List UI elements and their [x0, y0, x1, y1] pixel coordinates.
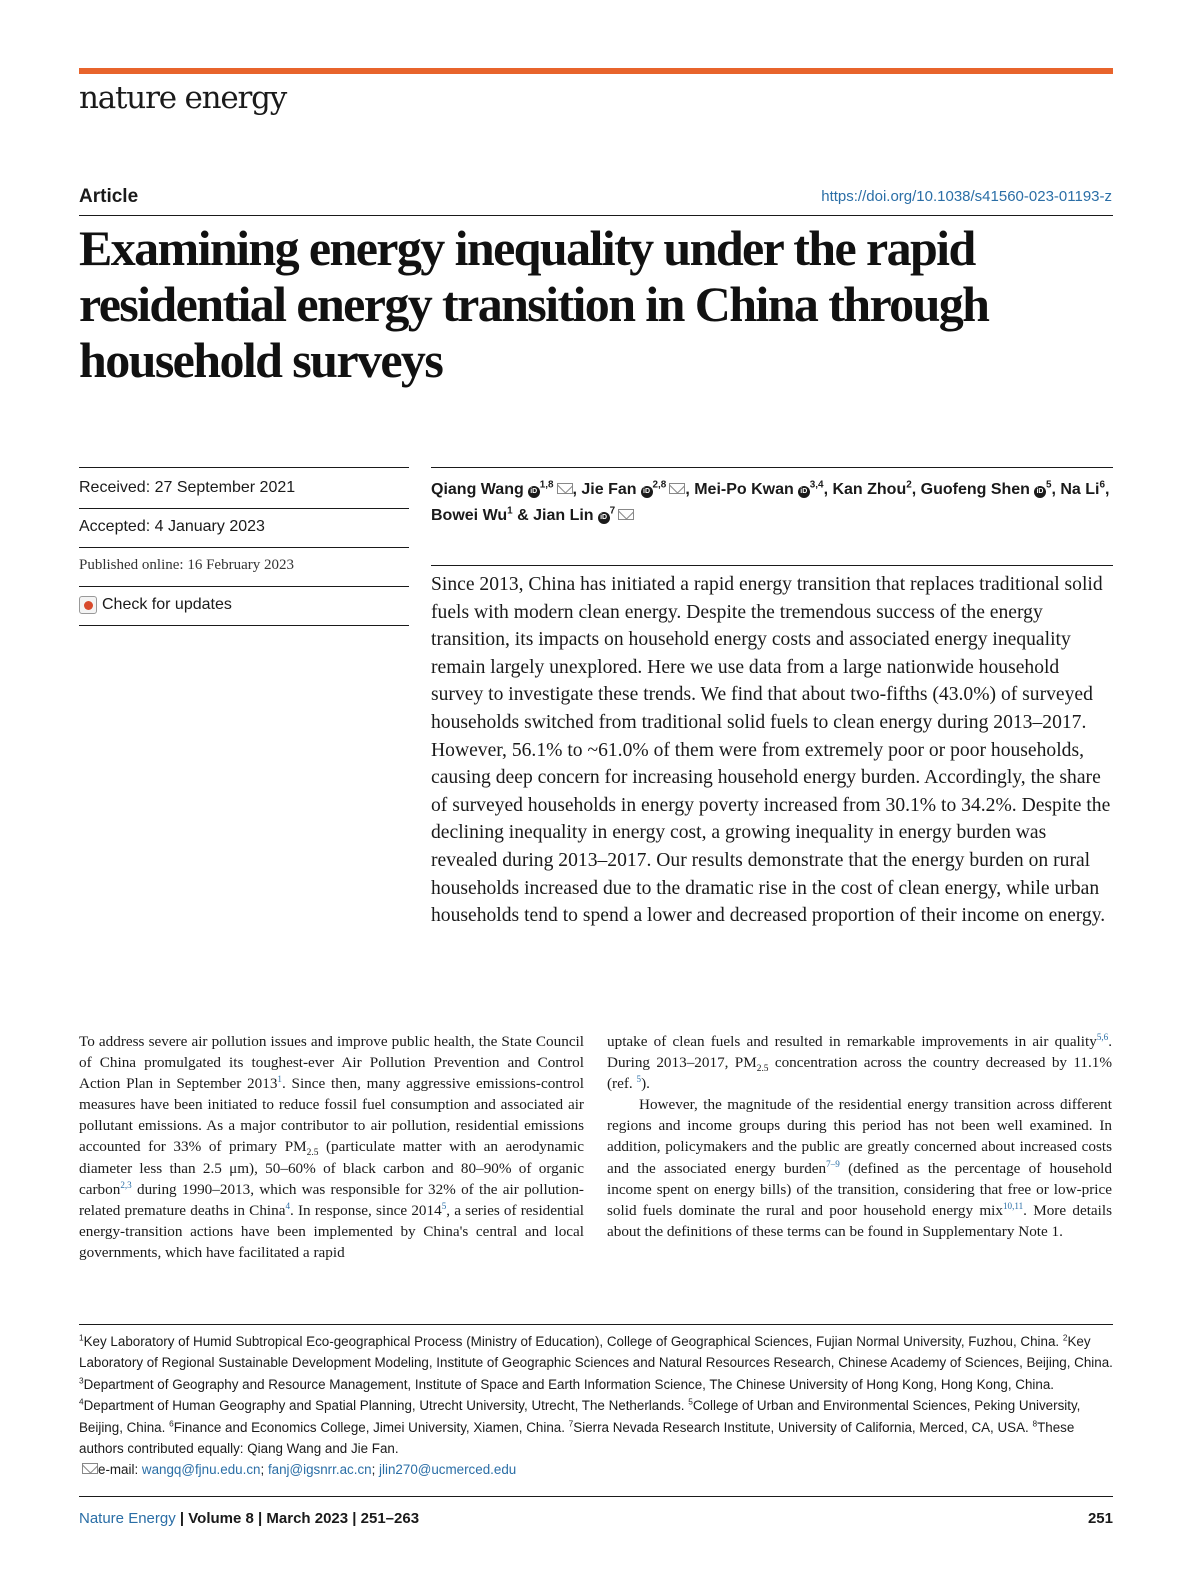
affiliation-number: 1 [79, 1332, 84, 1343]
reference-link: 5 [441, 1200, 447, 1211]
reference-link: 10,11 [1002, 1200, 1024, 1211]
header-divider [79, 215, 1113, 216]
orcid-icon: iD [798, 486, 810, 498]
meta-divider [79, 586, 409, 587]
check-for-updates-button[interactable] [79, 596, 232, 614]
affiliation-number: 5 [688, 1396, 693, 1407]
author-name: Bowei Wu [431, 507, 508, 524]
orcid-icon: iD [528, 486, 540, 498]
email-address[interactable]: jlin270@ucmerced.edu [379, 1462, 517, 1478]
footer-date: March 2023 [266, 1510, 349, 1527]
footer-pages: 251–263 [360, 1510, 420, 1527]
email-icon[interactable] [618, 509, 634, 520]
footer-volume: Volume 8 [188, 1510, 254, 1527]
body-column-right [607, 1031, 1112, 1242]
affiliations: $^1$Key Laboratory of Humid Subtropical Eco-geographical Process (Ministry of Education), College of Geographical Sciences, Fujian Normal University, Fuzhou, China. $^2$Key Laboratory of Regional Sustainable Development Modeling, Institute of Geographic Sciences and Natural Resources Research, Chinese Academy of Sciences, Beijing, China. $^3$Department of Geography and Resource Management, Institute of Space and Earth Information Science, The Chinese University of Hong Kong, Hong Kong, China. $^4$Department of Human Geography and Spatial Planning, Utrecht University, Utrecht, The Netherlands. $^5$College of Urban and Environmental Sciences, Peking University, Beijing, China. $^6$Finance and Economics College, Jimei University, Xiamen, China. $^7$Sierra Nevada Research Institute, University of California, Merced, CA, USA. $^8$These authors contributed equally: Qiang Wang and Jie Fan. e-mail: wangq@fjnu.edu.cn; fanj@igsnrr.ac.cn; jlin270@ucmerced.edu [79, 1332, 1113, 1478]
footer-journal: Nature Energy [79, 1510, 176, 1527]
body-paragraph: To address severe air pollution issues and improve public health, the State Council of China promulgated its toughest-ever Air Pollution Prevention and Control Action Plan in September 2013$^1$. Since then, many aggressive emissions-control measures have been initiated to reduce fossil fuel consumption and associated air pollutant emissions. As a major contributor to air pollution, residential emissions accounted for 33% of primary $PM_{2.5}$ (particulate matter with an aerodynamic diameter less than 2.5 μm), 50–60% of black carbon and 80–90% of organic carbon$^{2,3}$ during 1990–2013, which was responsible for 32% of the air pollution-related premature deaths in China$^4$. In response, since 2014$^5$, a series of residential energy-transition actions have been implemented by China's central and local governments, which have facilitated a rapid [79, 1033, 584, 1261]
subscript: 2.5 [756, 1064, 769, 1075]
author-name: Mei-Po Kwan [694, 481, 794, 498]
email-icon [82, 1463, 98, 1474]
footer-divider [79, 1496, 1113, 1497]
check-updates-icon [79, 596, 97, 614]
page-number: 251 [1087, 1510, 1113, 1527]
footer-citation: Nature Energy | Volume 8 | March 2023 | 251–263 [79, 1510, 420, 1527]
affiliation-number: 2 [1062, 1332, 1068, 1343]
email-icon[interactable] [557, 483, 573, 494]
author-list: Qiang Wang iD$^{1,8}$ , Jie Fan iD$^{2,8}$ , Mei-Po Kwan iD$^{3,4}$, Kan Zhou$^2$, Guofeng Shen $iD^5$, Na Li$^6$, Bowei Wu$^1$ & Jian Lin $iD^7$ [431, 479, 1110, 524]
author-name: Qiang Wang [431, 481, 524, 498]
affiliation-number: 8 [1032, 1418, 1038, 1429]
author-name: Jie Fan [581, 481, 637, 498]
email-icon[interactable] [669, 483, 685, 494]
journal-logo: nature energy [79, 80, 287, 116]
meta-divider [79, 508, 409, 509]
author-name: Jian Lin [533, 507, 594, 524]
reference-link: 5,6 [1096, 1031, 1109, 1042]
affiliations-divider [79, 1324, 1113, 1325]
reference-link: 2,3 [120, 1179, 132, 1190]
email-address[interactable]: wangq@fjnu.edu.cn [141, 1462, 261, 1478]
body-paragraph: uptake of clean fuels and resulted in remarkable improvements in air quality$^{5,6}$. During 2013–2017, $PM_{2.5}$ concentration across the country decreased by 11.1% (ref. $^5$). [607, 1031, 1112, 1093]
accepted-date: Accepted: 4 January 2023 [79, 518, 265, 535]
article-title: Examining energy inequality under the rapid residential energy transition in China through household surveys [79, 220, 989, 388]
author-affiliation-ref: 2 [906, 479, 912, 491]
email-label: e-mail: [98, 1462, 142, 1478]
check-updates-label: Check for updates [102, 596, 232, 613]
article-type-label: Article [79, 186, 139, 207]
reference-link: 5 [636, 1074, 642, 1085]
orcid-icon: iD [598, 512, 610, 524]
author-affiliation-ref: 7 [609, 505, 616, 517]
authors-divider [431, 467, 1113, 468]
affiliation-number: 7 [568, 1418, 574, 1429]
author-affiliation-ref: 1 [507, 505, 513, 517]
top-accent-bar [79, 68, 1113, 74]
affiliation-number: 6 [169, 1418, 174, 1429]
meta-divider [79, 467, 409, 468]
meta-divider [79, 625, 409, 626]
reference-link: 1 [277, 1074, 282, 1085]
body-paragraph: However, the magnitude of the residential energy transition across different regions and income groups during this period has not been well examined. In addition, policymakers and the public are greatly concerned about increased costs and the associated energy burden$^{7-9}$ (defined as the percentage of household income spent on energy bills) of the transition, considering that free or low-price solid fuels dominate the rural and poor household energy mix$^{10,11}$. More details about the definitions of these terms can be found in Supplementary Note 1. [607, 1096, 1113, 1240]
received-date: Received: 27 September 2021 [79, 479, 296, 496]
email-address[interactable]: fanj@igsnrr.ac.cn [267, 1462, 372, 1478]
abstract: Since 2013, China has initiated a rapid energy transition that replaces traditional solid fuels with modern clean energy. Despite the tremendous success of the energy transition, its impacts on household energy costs and associated energy inequality remain largely unexplored. Here we use data from a large nationwide household survey to investigate these trends. We find that about two-fifths (43.0%) of surveyed households switched from traditional solid fuels to clean energy during 2013–2017. However, 56.1% to ~61.0% of them were from extremely poor or poor households, causing deep concern for increasing household energy burden. Accordingly, the share of surveyed households in energy poverty increased from 30.1% to 34.2%. Despite the declining inequality in energy cost, a growing inequality in energy burden was revealed during 2013–2017. Our results demonstrate that the energy burden on rural households increased due to the dramatic rise in the cost of clean energy, while urban households tend to spend a lower and decreased proportion of their income on energy. [431, 574, 1111, 927]
body-column-left [79, 1031, 584, 1263]
doi-link[interactable]: https://doi.org/10.1038/s41560-023-01193-z [821, 188, 1112, 205]
author-name: Kan Zhou [832, 481, 907, 498]
published-date: Published online: 16 February 2023 [79, 557, 294, 573]
author-affiliation-ref: 6 [1099, 479, 1105, 491]
author-affiliation-ref: 1,8 [539, 479, 554, 491]
meta-divider [79, 547, 409, 548]
abstract-divider [431, 565, 1113, 566]
author-affiliation-ref: 5 [1045, 479, 1052, 491]
affiliation-number: 4 [79, 1396, 84, 1407]
author-affiliation-ref: 2,8 [652, 479, 667, 491]
orcid-icon: iD [641, 486, 653, 498]
author-name: Guofeng Shen [920, 481, 1030, 498]
orcid-icon: iD [1034, 486, 1046, 498]
author-affiliation-ref: 3,4 [809, 479, 824, 491]
reference-link: 7–9 [826, 1158, 840, 1169]
subscript: 2.5 [306, 1148, 319, 1159]
author-name: Na Li [1060, 481, 1100, 498]
affiliation-number: 3 [79, 1375, 84, 1386]
reference-link: 4 [285, 1200, 291, 1211]
